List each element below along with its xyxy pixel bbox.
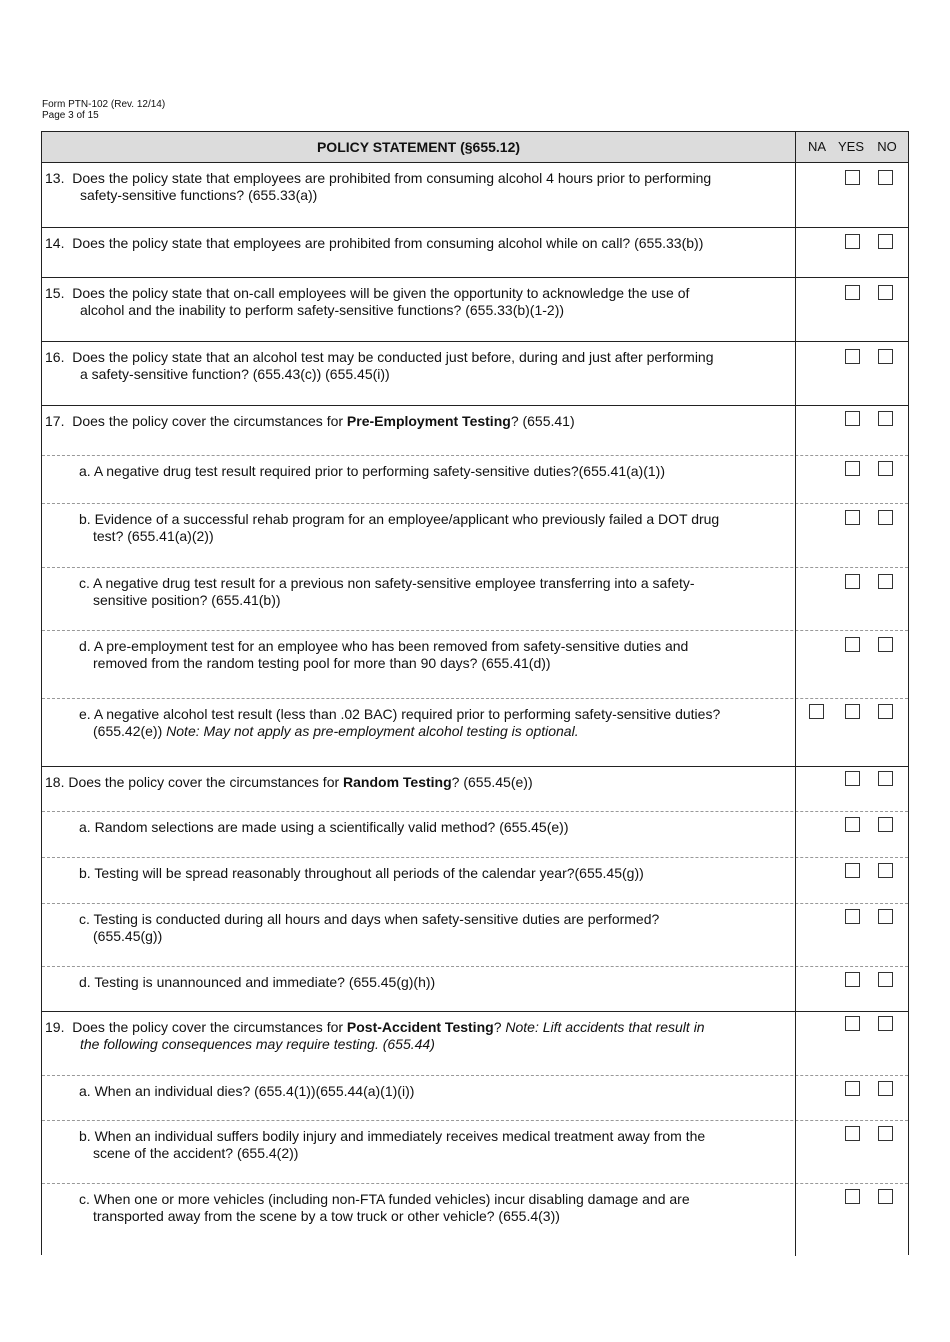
question-text: Does the policy cover the circumstances for xyxy=(72,1019,347,1035)
question-letter: b. xyxy=(79,511,91,527)
yes-checkbox[interactable] xyxy=(845,1016,860,1031)
policy-statement-table xyxy=(41,131,909,1255)
yes-checkbox[interactable] xyxy=(845,972,860,987)
no-checkbox[interactable] xyxy=(878,574,893,589)
question-emphasis: Pre-Employment Testing xyxy=(346,413,511,429)
column-na: NA xyxy=(807,139,827,154)
question-text: A negative alcohol test result (less than .02 BAC) required prior to performing safety-sensitive duties? xyxy=(93,706,721,722)
question-text: A negative drug test result for a previous non safety-sensitive employee transferring into a safety- xyxy=(93,575,695,591)
question-text-cont: (655.42(e)) xyxy=(93,723,167,739)
yes-checkbox[interactable] xyxy=(845,771,860,786)
yes-checkbox[interactable] xyxy=(845,285,860,300)
question-text-cont: sensitive position? (655.41(b)) xyxy=(93,592,281,608)
column-no: NO xyxy=(877,139,897,154)
yes-checkbox[interactable] xyxy=(845,817,860,832)
yes-checkbox[interactable] xyxy=(845,637,860,652)
yes-checkbox[interactable] xyxy=(845,863,860,878)
question-number: 15. xyxy=(45,285,65,301)
question-text-cont: (655.45(g)) xyxy=(93,928,163,944)
page-number: Page 3 of 15 xyxy=(42,110,99,121)
question-text-cont: removed from the random testing pool for more than 90 days? (655.41(d)) xyxy=(93,655,551,671)
question-text-cont: scene of the accident? (655.4(2)) xyxy=(93,1145,299,1161)
question-text: Testing is unannounced and immediate? (655.45(g)(h)) xyxy=(94,974,436,990)
no-checkbox[interactable] xyxy=(878,234,893,249)
question-note: Note: May not apply as pre-employment alcohol testing is optional. xyxy=(166,723,579,739)
question-letter: a. xyxy=(79,819,91,835)
question-14 xyxy=(42,227,908,277)
question-17 xyxy=(42,405,908,455)
question-17e xyxy=(42,698,908,766)
question-emphasis: Random Testing xyxy=(343,774,452,790)
question-text: Random selections are made using a scientifically valid method? (655.45(e)) xyxy=(94,819,569,835)
question-text: Does the policy state that an alcohol test may be conducted just before, during and just after performing xyxy=(72,349,714,365)
question-18 xyxy=(42,766,908,811)
form-number: Form PTN-102 (Rev. 12/14) xyxy=(42,99,166,110)
question-text-cont: a safety-sensitive function? (655.43(c)) (655.45(i)) xyxy=(80,366,390,382)
yes-checkbox[interactable] xyxy=(845,170,860,185)
question-17d xyxy=(42,630,908,698)
no-checkbox[interactable] xyxy=(878,411,893,426)
question-text-cont: test? (655.41(a)(2)) xyxy=(93,528,214,544)
question-19 xyxy=(42,1011,908,1075)
question-19c xyxy=(42,1183,908,1256)
yes-checkbox[interactable] xyxy=(845,461,860,476)
question-text: A negative drug test result required prior to performing safety-sensitive duties?(655.41(a)(1)) xyxy=(93,463,665,479)
yes-checkbox[interactable] xyxy=(845,510,860,525)
question-text: When an individual dies? (655.4(1))(655.44(a)(1)(i)) xyxy=(94,1083,415,1099)
question-text: Does the policy state that on-call employees will be given the opportunity to acknowledge the use of xyxy=(72,285,690,301)
question-note-cont: the following consequences may require testing. (655.44) xyxy=(80,1036,435,1052)
question-letter: c. xyxy=(79,911,90,927)
question-text-cont: alcohol and the inability to perform safety-sensitive functions? (655.33(b)(1-2)) xyxy=(80,302,565,318)
question-13 xyxy=(42,162,908,227)
form-header xyxy=(42,99,165,121)
question-letter: d. xyxy=(79,638,91,654)
yes-checkbox[interactable] xyxy=(845,1081,860,1096)
no-checkbox[interactable] xyxy=(878,817,893,832)
column-divider xyxy=(795,132,796,1256)
question-text: When one or more vehicles (including non-FTA funded vehicles) incur disabling damage and are xyxy=(93,1191,690,1207)
question-text: When an individual suffers bodily injury and immediately receives medical treatment away from the xyxy=(94,1128,706,1144)
no-checkbox[interactable] xyxy=(878,1189,893,1204)
question-text-cont: safety-sensitive functions? (655.33(a)) xyxy=(80,187,318,203)
yes-checkbox[interactable] xyxy=(845,1189,860,1204)
no-checkbox[interactable] xyxy=(878,909,893,924)
question-text: Testing will be spread reasonably throughout all periods of the calendar year?(655.45(g)) xyxy=(94,865,644,881)
question-letter: a. xyxy=(79,463,91,479)
question-note: Note: Lift accidents that result in xyxy=(505,1019,705,1035)
yes-checkbox[interactable] xyxy=(845,704,860,719)
no-checkbox[interactable] xyxy=(878,461,893,476)
question-letter: b. xyxy=(79,1128,91,1144)
question-number: 13. xyxy=(45,170,65,186)
question-number: 19. xyxy=(45,1019,65,1035)
no-checkbox[interactable] xyxy=(878,285,893,300)
no-checkbox[interactable] xyxy=(878,704,893,719)
question-18b xyxy=(42,857,908,903)
question-18d xyxy=(42,966,908,1011)
question-17c xyxy=(42,567,908,630)
yes-checkbox[interactable] xyxy=(845,1126,860,1141)
no-checkbox[interactable] xyxy=(878,1016,893,1031)
question-letter: d. xyxy=(79,974,91,990)
yes-checkbox[interactable] xyxy=(845,574,860,589)
question-18a xyxy=(42,811,908,857)
question-letter: b. xyxy=(79,865,91,881)
question-text: Testing is conducted during all hours and days when safety-sensitive duties are performed? xyxy=(93,911,660,927)
question-number: 16. xyxy=(45,349,65,365)
question-emphasis: Post-Accident Testing xyxy=(346,1019,494,1035)
question-letter: a. xyxy=(79,1083,91,1099)
yes-checkbox[interactable] xyxy=(845,909,860,924)
question-16 xyxy=(42,341,908,405)
question-letter: e. xyxy=(79,706,91,722)
yes-checkbox[interactable] xyxy=(845,411,860,426)
no-checkbox[interactable] xyxy=(878,771,893,786)
question-text: Does the policy state that employees are prohibited from consuming alcohol while on call? (655.33(b)) xyxy=(72,235,704,251)
no-checkbox[interactable] xyxy=(878,170,893,185)
question-17b xyxy=(42,503,908,567)
no-checkbox[interactable] xyxy=(878,637,893,652)
table-header xyxy=(42,132,908,163)
question-15 xyxy=(42,277,908,341)
no-checkbox[interactable] xyxy=(878,1126,893,1141)
yes-checkbox[interactable] xyxy=(845,234,860,249)
table-title: POLICY STATEMENT (§655.12) xyxy=(316,139,521,155)
question-text: Does the policy state that employees are prohibited from consuming alcohol 4 hours prior to performing xyxy=(72,170,712,186)
question-number: 17. xyxy=(45,413,65,429)
na-checkbox[interactable] xyxy=(809,704,824,719)
question-number: 18. xyxy=(45,774,65,790)
question-text: A pre-employment test for an employee who has been removed from safety-sensitive duties and xyxy=(93,638,689,654)
no-checkbox[interactable] xyxy=(878,863,893,878)
question-text-cont: transported away from the scene by a tow truck or other vehicle? (655.4(3)) xyxy=(93,1208,560,1224)
question-18c xyxy=(42,903,908,966)
question-text: Does the policy cover the circumstances for xyxy=(68,774,344,790)
no-checkbox[interactable] xyxy=(878,972,893,987)
no-checkbox[interactable] xyxy=(878,510,893,525)
no-checkbox[interactable] xyxy=(878,1081,893,1096)
question-17a xyxy=(42,455,908,503)
question-letter: c. xyxy=(79,1191,90,1207)
column-yes: YES xyxy=(837,139,864,154)
question-number: 14. xyxy=(45,235,65,251)
no-checkbox[interactable] xyxy=(878,349,893,364)
question-text-end: ? (655.41) xyxy=(510,413,575,429)
question-19a xyxy=(42,1075,908,1120)
question-text-end: ? xyxy=(493,1019,506,1035)
question-text: Evidence of a successful rehab program for an employee/applicant who previously failed a DOT drug xyxy=(94,511,720,527)
question-letter: c. xyxy=(79,575,90,591)
question-19b xyxy=(42,1120,908,1183)
question-text-end: ? (655.45(e)) xyxy=(451,774,533,790)
question-text: Does the policy cover the circumstances for xyxy=(72,413,347,429)
yes-checkbox[interactable] xyxy=(845,349,860,364)
